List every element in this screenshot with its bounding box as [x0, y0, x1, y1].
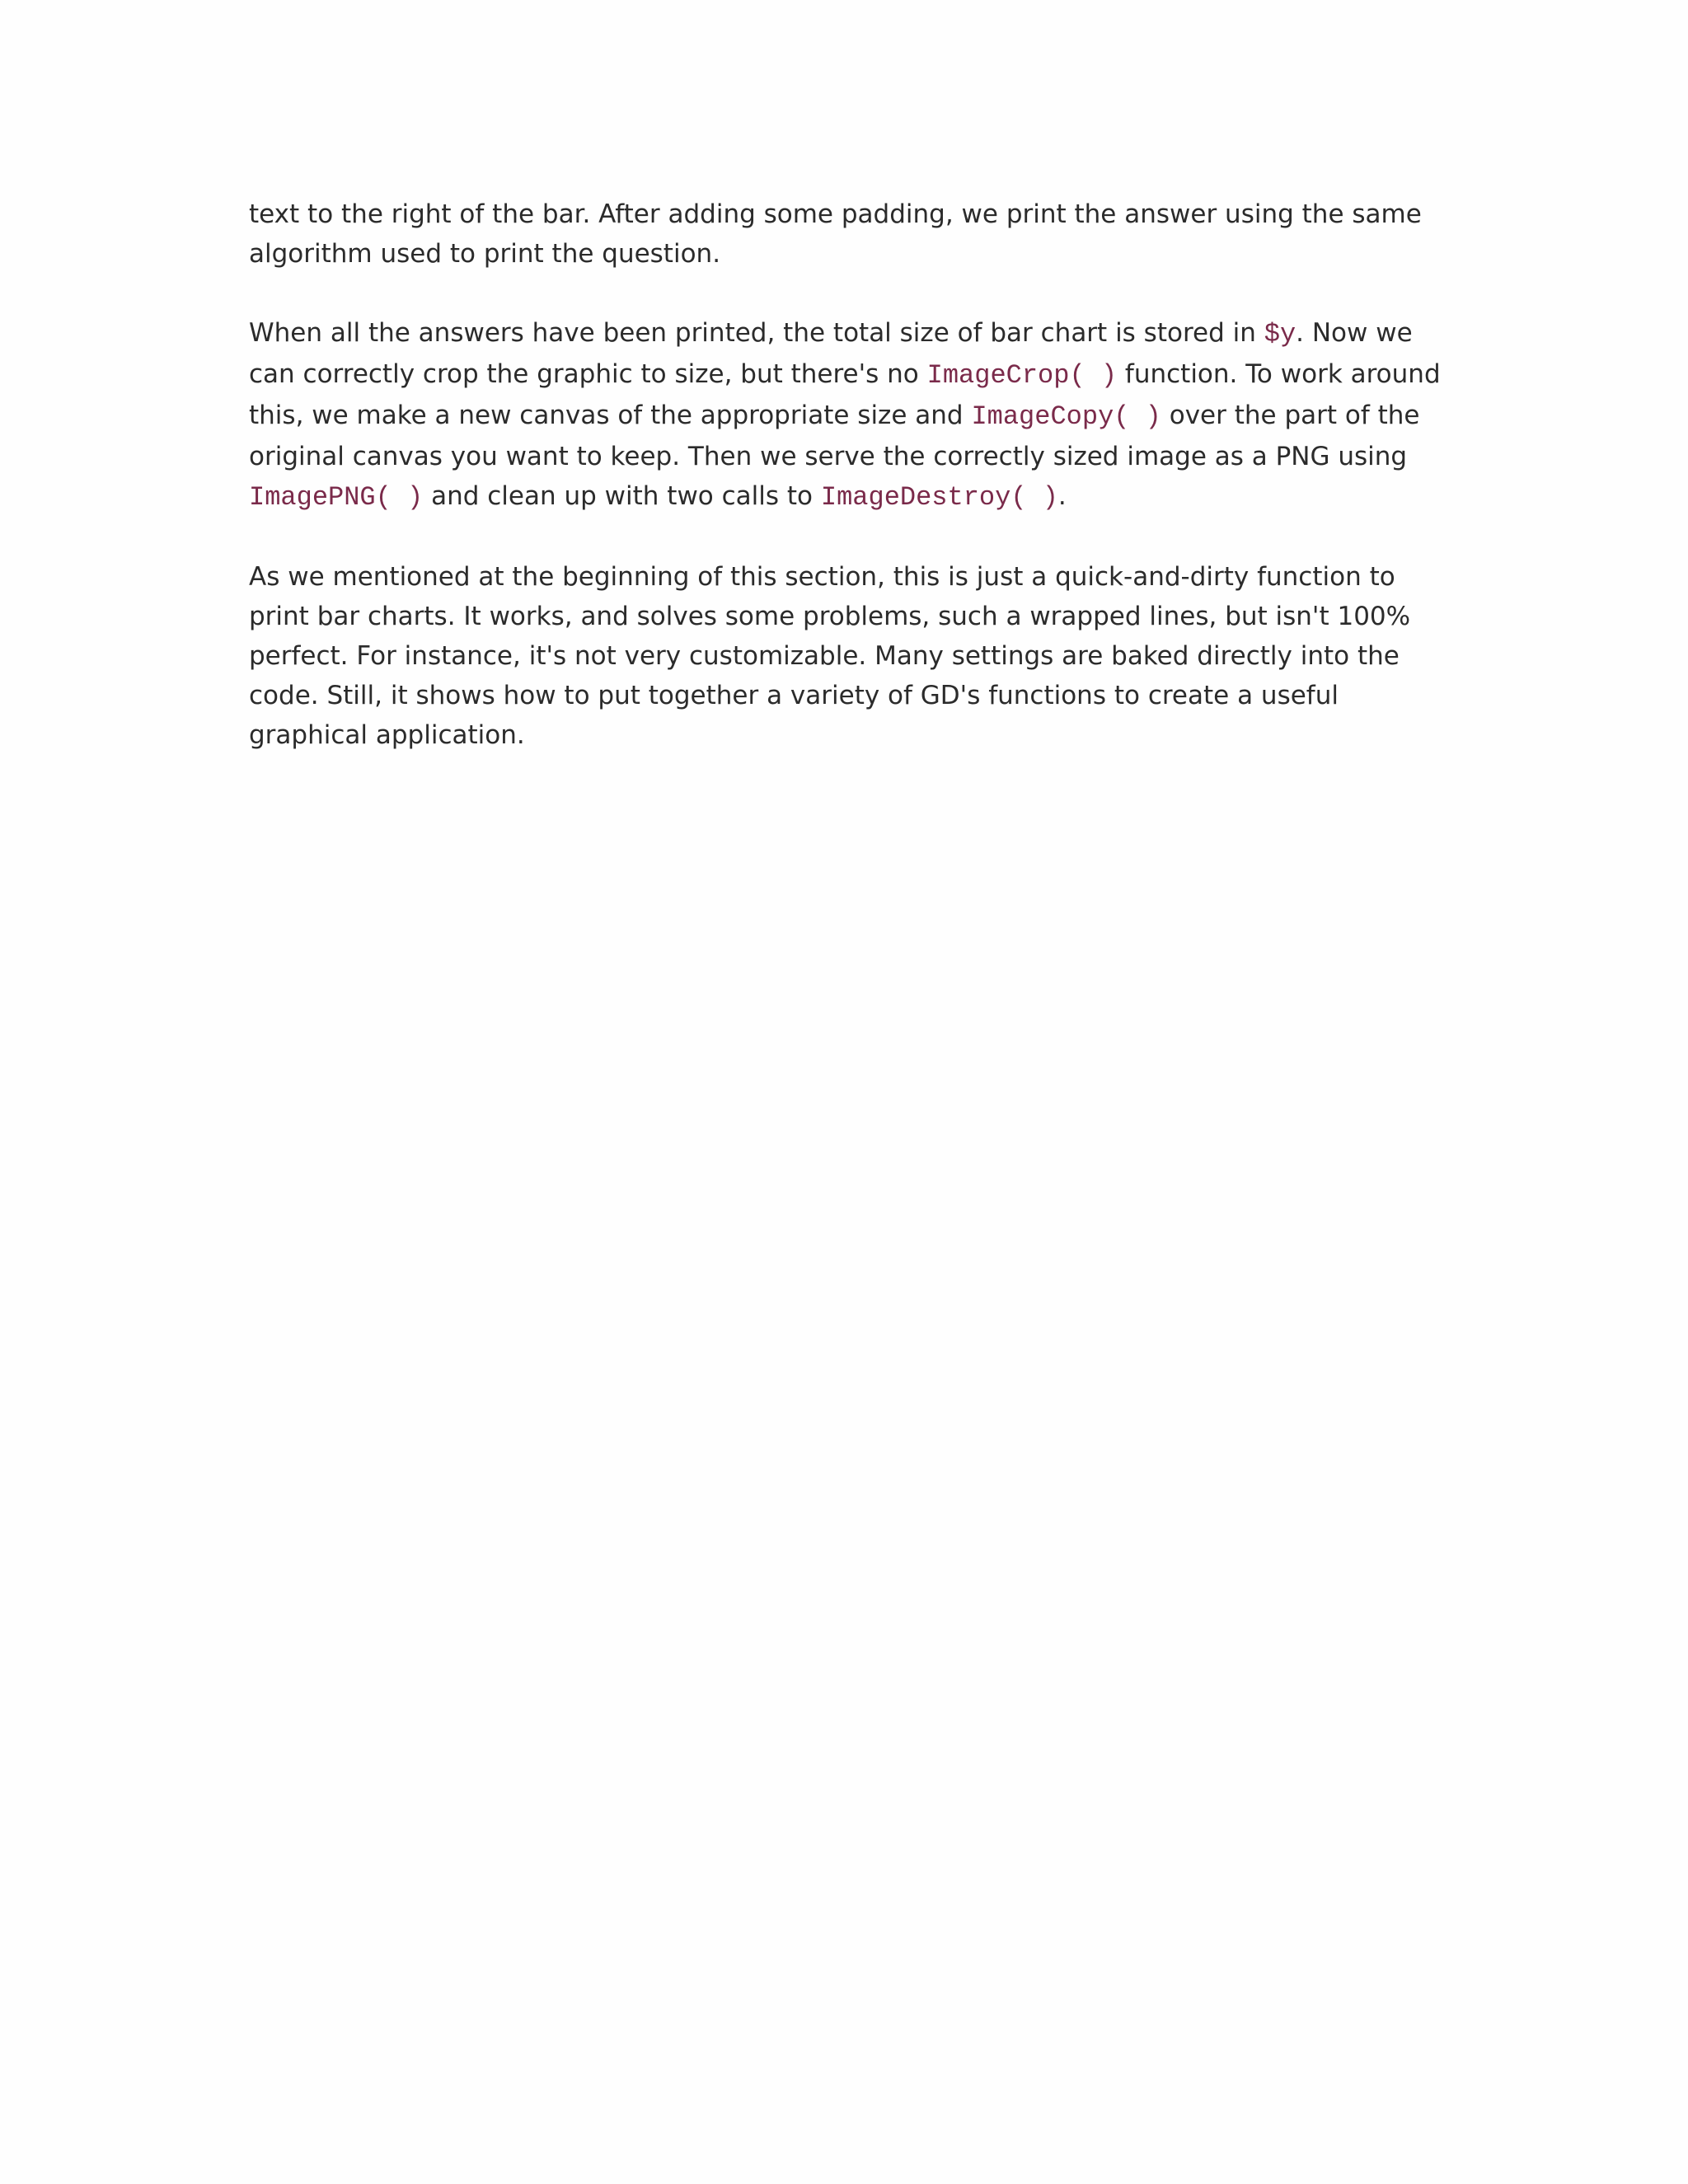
code-imagepng: ImagePNG( ): [249, 482, 424, 513]
paragraph-1: [249, 194, 1452, 274]
paragraph-3: [249, 557, 1452, 755]
paragraph-2-text: and clean up with two calls to: [423, 481, 821, 511]
paragraph-1-text: text to the right of the bar. After adding some padding, we print the answer using the same algorithm used to print the question.: [249, 199, 1422, 269]
code-imagedestroy: ImageDestroy( ): [820, 482, 1058, 513]
paragraph-2-text: over the part of the original canvas you want to keep. Then we serve the correctly sized image as a PNG using: [249, 401, 1420, 471]
paragraph-2-text: . Now we can correctly crop the graphic to size, but there's no: [249, 318, 1413, 389]
paragraph-2: [249, 313, 1452, 518]
paragraph-2-text: function. To work around this, we make a new canvas of the appropriate size and: [249, 359, 1441, 430]
code-variable-y: $y: [1264, 319, 1296, 349]
code-imagecopy: ImageCopy( ): [971, 401, 1161, 432]
document-page: [249, 194, 1452, 794]
paragraph-3-text: As we mentioned at the beginning of this section, this is just a quick-and-dirty function to print bar charts. It works, and solves some problems, such a wrapped lines, but isn't 100% perfect. For instance, it's not very customizable. Many settings are baked directly into the code. Still, it shows how to put together a variety of GD's functions to create a useful graphical application.: [249, 562, 1411, 750]
paragraph-2-text: When all the answers have been printed, the total size of bar chart is stored in: [249, 318, 1264, 348]
code-imagecrop: ImageCrop( ): [926, 360, 1118, 391]
paragraph-2-text: .: [1057, 481, 1067, 511]
